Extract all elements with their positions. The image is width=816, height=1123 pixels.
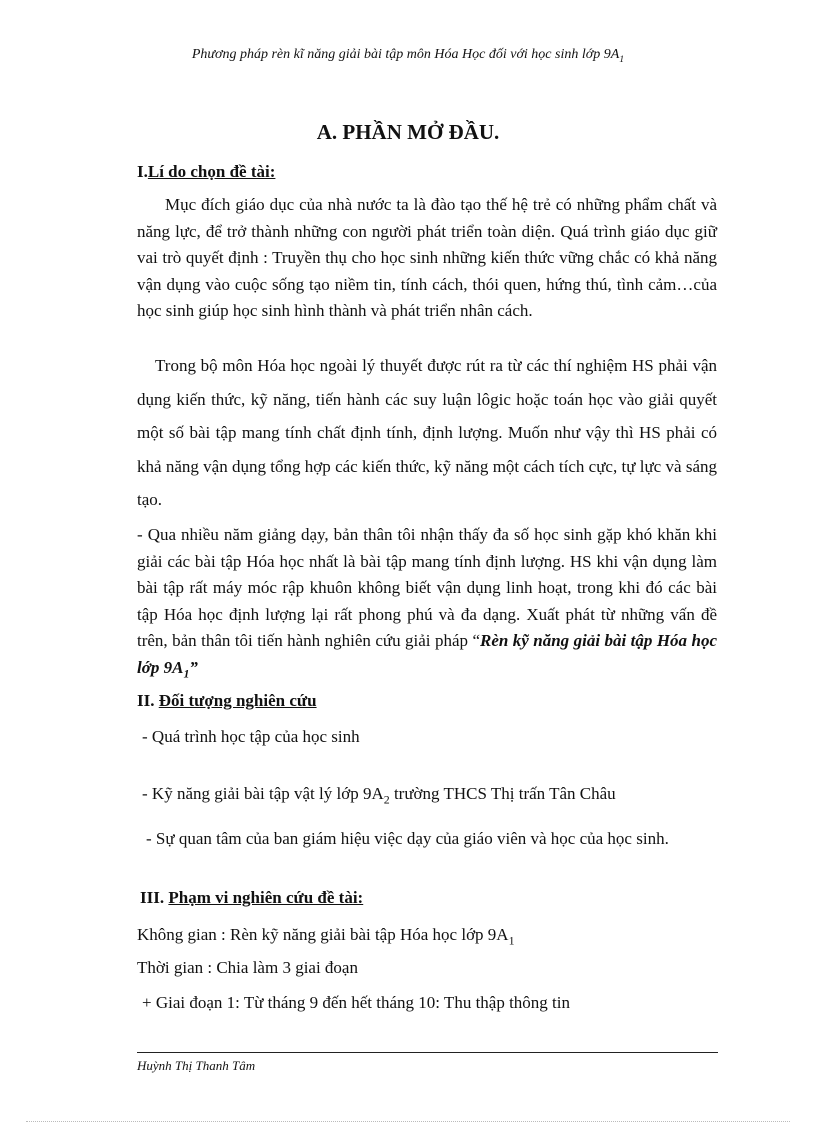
paragraph-1: Mục đích giáo dục của nhà nước ta là đào tạo thế hệ trẻ có những phẩm chất và năng lực, để trở thành những con người phát triển toàn diện. Quá trình giáo dục giữ vai trò quyết định : Truyền thụ cho học sinh những kiến thức vững chắc có khả năng vận dụng vào cuộc sống tạo niềm tin, tính cách, thói quen, hứng thú, tình cảm…của học sinh giúp học sinh hình thành và phát triển nhân cách. bbox=[137, 195, 717, 320]
list-item: - Quá trình học tập của học sinh bbox=[142, 727, 360, 746]
list-item: - Sự quan tâm của ban giám hiệu việc dạy của giáo viên và học của học sinh. bbox=[146, 829, 669, 848]
section-heading-1: I.Lí do chọn đề tài: bbox=[137, 162, 276, 181]
section-heading-3: III. Phạm vi nghiên cứu đề tài: bbox=[140, 888, 364, 907]
paragraph-2: Trong bộ môn Hóa học ngoài lý thuyết được rút ra từ các thí nghiệm HS phải vận dụng kiến thức, kỹ năng, tiến hành các suy luận lôgic hoặc toán học vào giải quyết một số bài tập mang tính chất định tính, định lượng. Muốn như vậy thì HS phải có khả năng vận dụng tổng hợp các kiến thức, kỹ năng một cách tích cực, tự lực và sáng tạo. bbox=[137, 356, 717, 509]
scope-time: Thời gian : Chia làm 3 giai đoạn bbox=[137, 958, 358, 977]
scope-phase-1: + Giai đoạn 1: Từ tháng 9 đến hết tháng 10: Thu thập thông tin bbox=[142, 993, 571, 1012]
scope-space: Không gian : Rèn kỹ năng giải bài tập Hóa học lớp $9A_1$ bbox=[137, 925, 515, 948]
list-item: - Kỹ năng giải bài tập vật lý lớp $9A_2$ trường THCS Thị trấn Tân Châu bbox=[142, 784, 616, 807]
section-heading-2: II. Đối tượng nghiên cứu bbox=[137, 691, 317, 710]
footer-divider bbox=[137, 1052, 718, 1053]
footer-author: Huỳnh Thị Thanh Tâm bbox=[137, 1058, 256, 1073]
page-title: A. PHẦN MỞ ĐẦU. bbox=[316, 120, 500, 144]
running-header: Phương pháp rèn kĩ năng giải bài tập môn Hóa Học đối với học sinh lớp $9A_1$ bbox=[191, 47, 625, 65]
page-edge-divider bbox=[26, 1121, 790, 1122]
paragraph-3: - Qua nhiều năm giảng dạy, bản thân tôi nhận thấy đa số học sinh gặp khó khăn khi giải các bài tập Hóa học nhất là bài tập mang tính định lượng. HS khi vận dụng làm bài tập rất máy móc rập khuôn không biết vận dụng linh hoạt, trong khi đó các bài tập Hóa học định lượng lại rất phong phú và đa dạng. Xuất phát từ những vấn đề trên, bản thân tôi tiến hành nghiên cứu giải pháp “Rèn kỹ năng giải bài tập Hóa học lớp $9A_1$” bbox=[137, 525, 717, 680]
